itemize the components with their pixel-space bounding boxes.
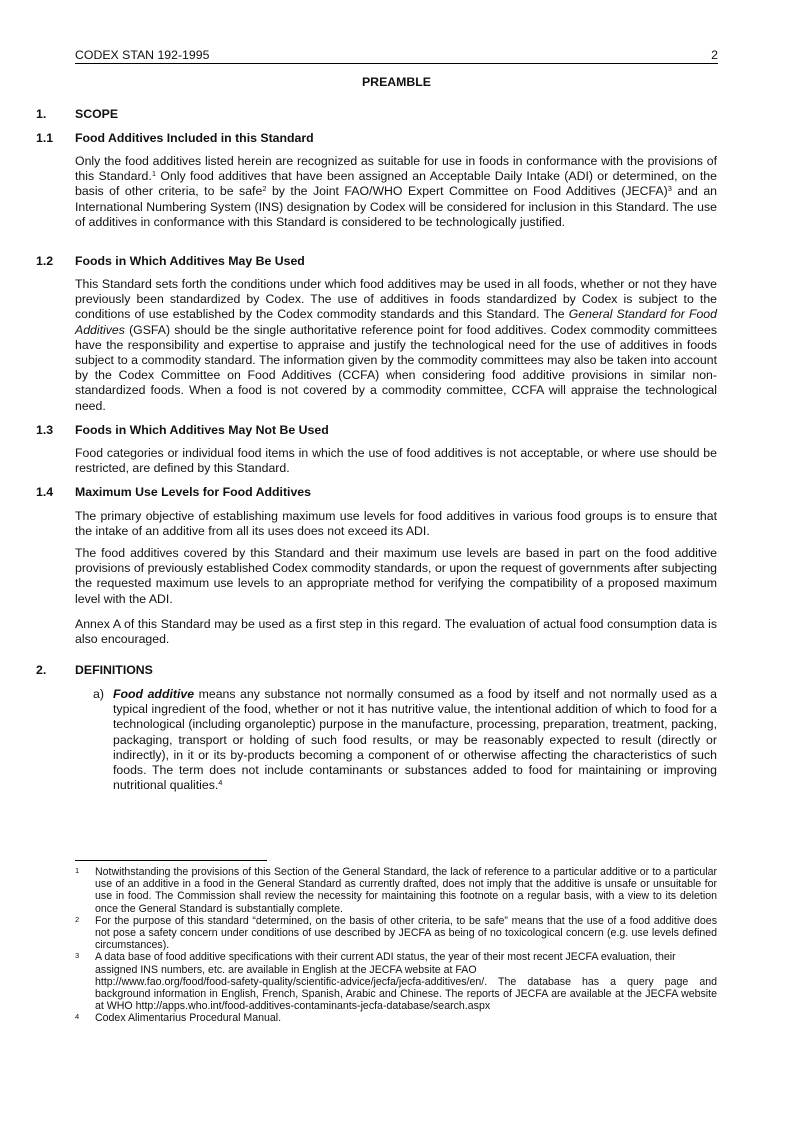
paragraph [75,154,717,230]
footnote-4 [75,1012,717,1024]
footnote-divider [75,860,267,861]
footnote-3 [75,951,717,1012]
section-title-definitions: DEFINITIONS [75,663,153,677]
footnote-ref[interactable]: 4 [218,778,223,788]
document-id: CODEX STAN 192-1995 [75,48,210,62]
page-number: 2 [711,48,718,62]
paragraph [75,509,717,539]
footnote-mark: 2 [75,914,80,924]
page-header [75,47,718,64]
subsection-number: 1.4 [36,485,54,499]
paragraph-text: Food categories or individual food items in which the use of food additives is not acceptable, or where use should be restricted, are defined by this Standard. [75,446,717,476]
section-number: 2. [36,663,47,677]
subsection-number: 1.3 [36,423,54,437]
footnote-2 [75,915,717,952]
subsection-number: 1.1 [36,131,54,145]
subsection-title: Maximum Use Levels for Food Additives [75,485,311,499]
text: by the Joint FAO/WHO Expert Committee on Food Additives (JECFA) [266,184,668,199]
paragraph [75,446,717,476]
subsection-title: Foods in Which Additives May Be Used [75,254,305,268]
who-link[interactable]: http://apps.who.int/food-additives-contaminants-jecfa-database/search.aspx [135,1000,491,1013]
fao-link[interactable]: http://www.fao.org/food/food-safety-quality/scientific-advice/jecfa/jecfa-additives/en/ [95,975,485,988]
footnote-ref[interactable]: 3 [667,184,672,194]
footnote-text: A data base of food additive specifications with their current ADI status, the year of their most recent JECFA evaluation, their assigned INS numbers, etc. are available in English at the JECFA website at FAO [95,951,676,976]
footnote-text: . The database has a query page and background information in English, French, Spanish, Arabic and Chinese. The reports of JECFA are available at the JECFA website at WHO [95,975,717,1013]
definition-term: Food additive [113,687,195,701]
paragraph [75,546,717,607]
definition-item [93,687,717,793]
text: Only the food additives listed herein are recognized as suitable for use in foods in conformance with the provisions of this Standard. [75,154,717,184]
text: This Standard sets forth the conditions under which food additives may be used in all foods, whether or not they have previously been standardized by Codex. The use of additives in foods standardized by Codex is subject to the conditions of use established by the Codex commodity standards and this Standard. The [75,277,717,322]
paragraph [75,277,717,414]
paragraph-text: The primary objective of establishing maximum use levels for food additives in various food groups is to ensure that the intake of an additive from all its uses does not exceed its ADI. [75,509,717,539]
footnote-text: For the purpose of this standard “determined, on the basis of other criteria, to be safe” means that the use of a food additive does not pose a safety concern under conditions of use described by JECFA as being of no toxicological concern (e.g. use levels defined circumstances). [95,914,717,952]
definition-text: means any substance not normally consumed as a food by itself and not normally used as a typical ingredient of the food, whether or not it has nutritive value, the intentional addition of which to food for a technological (including organoleptic) purpose in the manufacture, processing, preparation, treatment, packing, packaging, transport or holding of such food results, or may be reasonably expected to result (directly or indirectly), in it or its by-products becoming a component of or otherwise affecting the characteristics of such foods. The term does not include contaminants or substances added to food for maintaining or improving nutritional qualities. [113,687,717,793]
text: Only food additives that have been assigned an Acceptable Daily Intake (ADI) or determined, on the basis of other criteria, to be safe [75,169,717,199]
footnote-text: Codex Alimentarius Procedural Manual. [95,1012,282,1025]
text: (GSFA) should be the single authoritative reference point for food additives. Codex commodity committees have the responsibility and expertise to appraise and justify the technological need for the use of additives in foods subject to a commodity standard. The information given by the commodity committees may also be taken into account by the Codex Committee on Food Additives (CCFA) when considering food additive provisions in similar non-standardized foods. When a food is not covered by a commodity committee, CCFA will appraise the technological need. [75,322,717,413]
footnote-1 [75,866,717,915]
section-number: 1. [36,107,47,121]
preamble-title: PREAMBLE [361,75,431,89]
footnote-ref[interactable]: 2 [262,184,267,194]
italic-title: General Standard for Food Additives [75,307,717,337]
section-title-scope: SCOPE [75,107,119,121]
subsection-number: 1.2 [36,254,54,268]
footnote-mark: 4 [75,1012,80,1022]
subsection-title: Foods in Which Additives May Not Be Used [75,423,329,437]
footnotes [75,866,717,1025]
definition-label: a) [93,687,104,701]
footnote-mark: 1 [75,866,80,875]
text: and an International Numbering System (INS) designation by Codex will be considered for inclusion in this Standard. The use of additives in conformance with this Standard is considered to be technologically justified. [75,184,717,229]
paragraph-text: Annex A of this Standard may be used as a first step in this regard. The evaluation of actual food consumption data is also encouraged. [75,617,717,647]
paragraph-text: The food additives covered by this Standard and their maximum use levels are based in part on the food additive provisions of previously established Codex commodity standards, or upon the request of governments after subjecting the requested maximum use levels to an appropriate method for verifying the compatibility of a proposed maximum level with the ADI. [75,546,717,606]
footnote-text: Notwithstanding the provisions of this Section of the General Standard, the lack of reference to a particular additive or to a particular use of an additive in a food in the General Standard as currently drafted, does not imply that the additive is unsafe or unsuitable for use in food. The Commission shall review the necessity for maintaining this footnote on a regular basis, with a view to its deletion once the General Standard is substantially complete. [95,866,717,915]
subsection-title: Food Additives Included in this Standard [75,131,314,145]
paragraph [75,617,717,647]
footnote-ref[interactable]: 1 [151,169,156,179]
footnote-mark: 3 [75,951,80,961]
